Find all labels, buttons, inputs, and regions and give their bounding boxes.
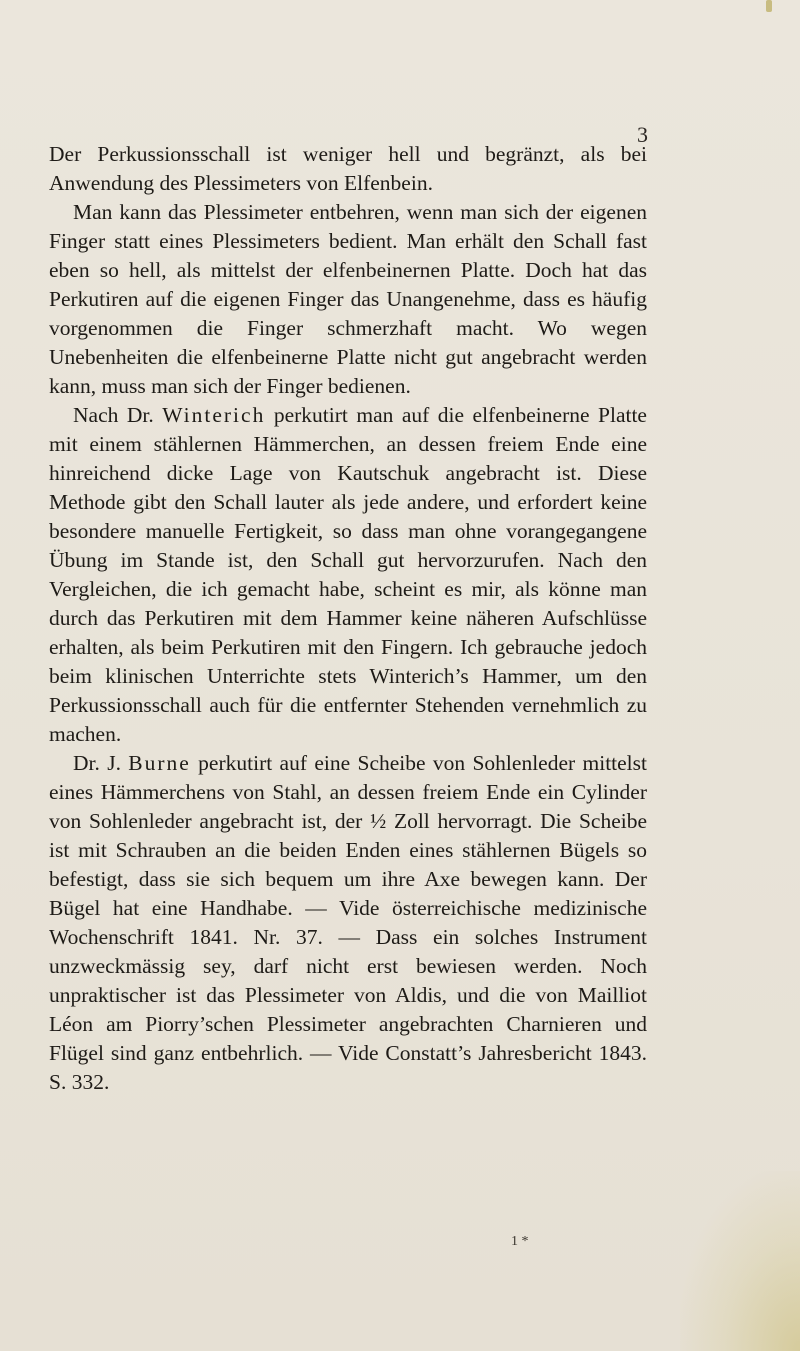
author-name-winterich: Winterich xyxy=(162,403,266,427)
paragraph-3 xyxy=(49,401,647,749)
corner-stain xyxy=(680,1171,800,1351)
paper-mark xyxy=(766,0,772,12)
paragraph-4-prefix: Dr. J. xyxy=(73,751,129,775)
paragraph-3-prefix: Nach Dr. xyxy=(73,403,163,427)
paragraph-1: Der Perkussionsschall ist weniger hell und begränzt, als bei Anwendung des Plessimeters von Elfenbein. xyxy=(49,142,647,195)
paragraph-4-text: perkutirt auf eine Scheibe von Sohlenleder mittelst eines Hämmerchens von Stahl, an dessen freiem Ende ein Cylinder von Sohlenleder angebracht ist, der ½ Zoll hervorragt. Die Scheibe ist mit Schrauben an die beiden Enden eines stählernen Bügels so befestigt, dass sie sich bequem um ihre Axe bewegen kann. Der Bügel hat eine Handhabe. — Vide österreichische medizinische Wochenschrift 1841. Nr. 37. — Dass ein solches Instrument unzweckmässig sey, darf nicht erst bewiesen werden. Noch unpraktischer ist das Plessimeter von Aldis, und die von Mailliot Léon am Piorry’schen Plessimeter angebrachten Charnieren und Flügel sind ganz entbehrlich. — Vide Constatt’s Jahresbericht 1843. S. 332. xyxy=(49,751,647,1094)
paragraph-2: Man kann das Plessimeter entbehren, wenn man sich der eigenen Finger statt eines Plessimeters bedient. Man erhält den Schall fast eben so hell, als mittelst der elfenbeinernen Platte. Doch hat das Perkutiren auf die eigenen Finger das Unangenehme, dass es häufig vorgenommen die Finger schmerzhaft macht. Wo wegen Unebenheiten die elfenbeinerne Platte nicht gut angebracht werden kann, muss man sich der Finger bedienen. xyxy=(49,200,647,398)
author-name-burne: Burne xyxy=(128,751,191,775)
body-text xyxy=(49,140,647,1097)
page-number: 3 xyxy=(637,122,648,147)
paragraph-3-text: perkutirt man auf die elfenbeinerne Platte mit einem stählernen Hämmerchen, an dessen freiem Ende eine hinreichend dicke Lage von Kautschuk angebracht ist. Diese Methode gibt den Schall lauter als jede andere, und erfordert keine besondere manuelle Fertigkeit, so dass man ohne vorangegangene Übung im Stande ist, den Schall gut hervorzurufen. Nach den Vergleichen, die ich gemacht habe, scheint es mir, als könne man durch das Perkutiren mit dem Hammer keine näheren Aufschlüsse erhalten, als beim Perkutiren mit den Fingern. Ich gebrauche jedoch beim klinischen Unterrichte stets Winterich’s Hammer, um den Perkussionsschall auch für die entfernter Stehenden vernehmlich zu machen. xyxy=(49,403,647,746)
signature-mark: 1 * xyxy=(511,1234,529,1249)
paragraph-4 xyxy=(49,749,647,1097)
